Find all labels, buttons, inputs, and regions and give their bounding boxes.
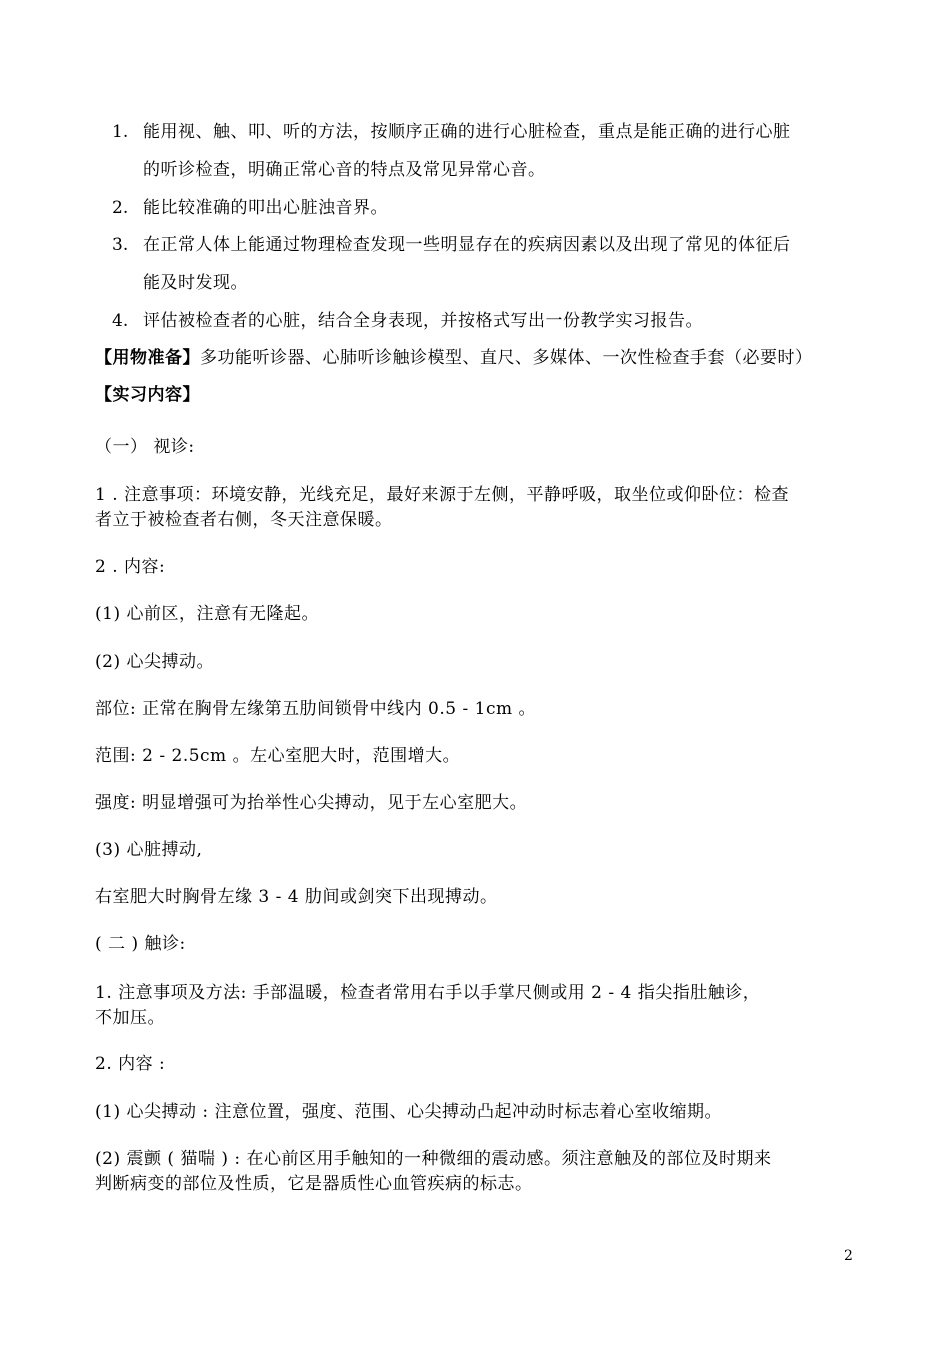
paragraph-line: 者立于被检查者右侧，冬天注意保暖。 <box>95 510 393 530</box>
materials-line <box>95 347 813 369</box>
list-number: 2. <box>112 198 129 218</box>
paragraph-line: 判断病变的部位及性质，它是器质性心血管疾病的标志。 <box>95 1174 533 1194</box>
paragraph-line: 不加压。 <box>95 1008 165 1028</box>
list-item-text: 在正常人体上能通过物理检查发现一些明显存在的疾病因素以及出现了常见的体征后 <box>143 235 791 255</box>
list-number: 4. <box>112 311 129 331</box>
list-item-text: 能及时发现。 <box>143 273 248 293</box>
paragraph-line: 1. 注意事项及方法: 手部温暖，检查者常用右手以手掌尺侧或用 2 - 4 指尖指肚触诊， <box>95 983 761 1003</box>
paragraph-line: (1) 心尖搏动 : 注意位置，强度、范围、心尖搏动凸起冲动时标志着心室收缩期。 <box>95 1102 723 1122</box>
page-number: 2 <box>844 1248 853 1264</box>
list-number: 3. <box>112 235 129 255</box>
content-label: 2. 内容 : <box>95 1054 166 1074</box>
paragraph-line: (1) 心前区，注意有无隆起。 <box>95 604 319 624</box>
materials-text: 多功能听诊器、心肺听诊触诊模型、直尺、多媒体、一次性检查手套（必要时） <box>200 348 813 368</box>
list-item-text: 能比较准确的叩出心脏浊音界。 <box>143 198 388 218</box>
list-item-text: 评估被检查者的心脏，结合全身表现，并按格式写出一份教学实习报告。 <box>143 311 703 331</box>
content-label: 2 . 内容: <box>95 557 166 577</box>
paragraph-line: (2) 震颤 ( 猫喘 ) : 在心前区用手触知的一种微细的震动感。须注意触及的部位及时期来 <box>95 1149 772 1169</box>
section-heading-palpation: ( 二 ) 触诊: <box>95 934 186 954</box>
materials-heading: 【用物准备】 <box>95 348 200 368</box>
paragraph-line: 范围: 2 - 2.5cm 。左心室肥大时，范围增大。 <box>95 746 461 766</box>
paragraph-line: (3) 心脏搏动, <box>95 840 203 860</box>
list-number: 1. <box>112 122 129 142</box>
content-heading: 【实习内容】 <box>95 385 200 405</box>
paragraph-line: 右室肥大时胸骨左缘 3 - 4 肋间或剑突下出现搏动。 <box>95 887 498 907</box>
paragraph-line: 1 . 注意事项：环境安静，光线充足，最好来源于左侧，平静呼吸，取坐位或仰卧位：检查 <box>95 485 790 505</box>
list-item-text: 能用视、触、叩、听的方法，按顺序正确的进行心脏检查，重点是能正确的进行心脏 <box>143 122 791 142</box>
section-heading-inspection: （一） 视诊: <box>95 437 195 457</box>
paragraph-line: 强度: 明显增强可为抬举性心尖搏动，见于左心室肥大。 <box>95 793 528 813</box>
paragraph-line: 部位: 正常在胸骨左缘第五肋间锁骨中线内 0.5 - 1cm 。 <box>95 699 536 719</box>
paragraph-line: (2) 心尖搏动。 <box>95 652 214 672</box>
list-item-text: 的听诊检查，明确正常心音的特点及常见异常心音。 <box>143 160 546 180</box>
